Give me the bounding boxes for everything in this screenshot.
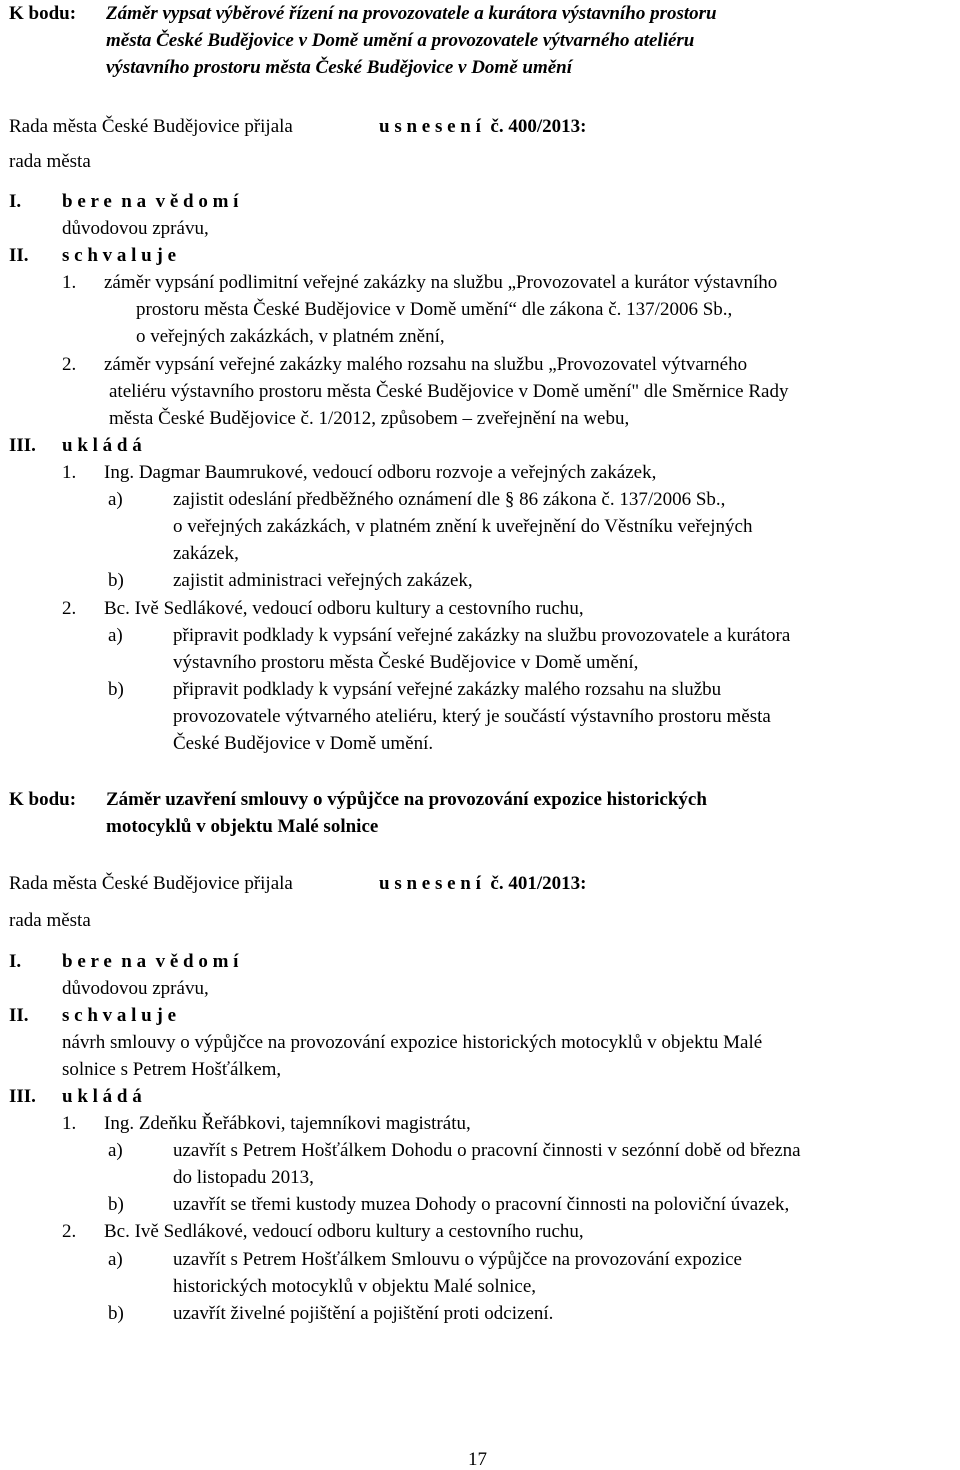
section1-title-line-2: města České Budějovice v Domě umění a provozovatele výtvarného ateliéru [106,30,695,51]
section1-roman-I: I. [9,191,22,212]
section2-rada-mesta: rada města [9,910,91,931]
section2-II-line-1: návrh smlouvy o výpůjčce na provozování expozice historických motocyklů v objektu Malé [62,1032,763,1053]
section2-III-2a-letter: a) [108,1249,123,1270]
section1-III-2b-letter: b) [108,679,124,700]
section1-roman-II: II. [9,245,29,266]
section1-rada-prefix: Rada města České Budějovice přijala [9,116,293,137]
section2-uklada: u k l á d á [62,1086,142,1107]
section1-III-1a-line-3: zakázek, [173,543,239,564]
section2-III-1a-letter: a) [108,1140,123,1161]
section1-schvaluje: s c h v a l u j e [62,245,176,266]
section1-title-line-1: Záměr vypsat výběrové řízení na provozovatele a kurátora výstavního prostoru [106,3,717,24]
section1-rada-mesta: rada města [9,151,91,172]
section1-III-1a-line-2: o veřejných zakázkách, v platném znění k uveřejnění do Věstníku veřejných [173,516,753,537]
section2-III-2a-line-1: uzavřít s Petrem Hošťálkem Smlouvu o výpůjčce na provozování expozice [173,1249,742,1270]
section1-III-1a-line-1: zajistit odeslání předběžného oznámení dle § 86 zákona č. 137/2006 Sb., [173,489,726,510]
section2-III-item-2-head: Bc. Ivě Sedlákové, vedoucí odboru kultury a cestovního ruchu, [104,1221,584,1242]
section1-III-item-2-head: Bc. Ivě Sedlákové, vedoucí odboru kultury a cestovního ruchu, [104,598,584,619]
section1-III-2a-letter: a) [108,625,123,646]
section2-III-1b-line-1: uzavřít se třemi kustody muzea Dohody o pracovní činnosti na poloviční úvazek, [173,1194,790,1215]
section2-roman-I: I. [9,951,22,972]
section2-III-1a-line-2: do listopadu 2013, [173,1167,314,1188]
section1-bere-na-vedomi: b e r e n a v ě d o m í [62,191,239,212]
section2-II-line-2: solnice s Petrem Hošťálkem, [62,1059,282,1080]
section1-II-item-2-line-2: ateliéru výstavního prostoru města České Budějovice v Domě umění" dle Směrnice Rady [109,381,789,402]
section1-usneseni: u s n e s e n í č. 400/2013: [379,116,587,137]
section1-II-item-2-line-1: záměr vypsání veřejné zakázky malého rozsahu na službu „Provozovatel výtvarného [104,354,748,375]
section2-III-1a-line-1: uzavřít s Petrem Hošťálkem Dohodu o pracovní činnosti v sezónní době od března [173,1140,801,1161]
section2-schvaluje: s c h v a l u j e [62,1005,176,1026]
section2-roman-II: II. [9,1005,29,1026]
section2-usneseni: u s n e s e n í č. 401/2013: [379,873,587,894]
section1-II-item-2-num: 2. [62,354,77,375]
section1-k-bodu: K bodu: [9,3,77,24]
section2-I-text: důvodovou zprávu, [62,978,209,999]
section1-III-1b-line-1: zajistit administraci veřejných zakázek, [173,570,473,591]
section1-I-text: důvodovou zprávu, [62,218,209,239]
section1-II-item-1-line-2: prostoru města České Budějovice v Domě umění“ dle zákona č. 137/2006 Sb., [136,299,733,320]
section1-II-item-1-line-3: o veřejných zakázkách, v platném znění, [136,326,445,347]
section2-III-2a-line-2: historických motocyklů v objektu Malé solnice, [173,1276,537,1297]
section1-III-1a-letter: a) [108,489,123,510]
section1-II-item-2-line-3: města České Budějovice č. 1/2012, způsobem – zveřejnění na webu, [109,408,630,429]
section1-roman-III: III. [9,435,36,456]
section2-roman-III: III. [9,1086,36,1107]
section1-III-1b-letter: b) [108,570,124,591]
section1-III-item-2-num: 2. [62,598,77,619]
section2-k-bodu: K bodu: [9,789,77,810]
section1-III-2b-line-3: České Budějovice v Domě umění. [173,733,434,754]
section2-III-2b-line-1: uzavřít živelné pojištění a pojištění proti odcizení. [173,1303,554,1324]
section2-bere-na-vedomi: b e r e n a v ě d o m í [62,951,239,972]
section1-III-2a-line-2: výstavního prostoru města České Budějovice v Domě umění, [173,652,639,673]
section1-III-2b-line-1: připravit podklady k vypsání veřejné zakázky malého rozsahu na službu [173,679,722,700]
section1-III-item-1-num: 1. [62,462,77,483]
page-number: 17 [468,1449,487,1470]
section1-III-2a-line-1: připravit podklady k vypsání veřejné zakázky na službu provozovatele a kurátora [173,625,791,646]
section2-III-item-1-head: Ing. Zdeňku Řeřábkovi, tajemníkovi magistrátu, [104,1113,471,1134]
section2-III-1b-letter: b) [108,1194,124,1215]
section2-rada-prefix: Rada města České Budějovice přijala [9,873,293,894]
section1-II-item-1-num: 1. [62,272,77,293]
section1-III-item-1-head: Ing. Dagmar Baumrukové, vedoucí odboru rozvoje a veřejných zakázek, [104,462,657,483]
section2-title-line-2: motocyklů v objektu Malé solnice [106,816,379,837]
section2-III-item-2-num: 2. [62,1221,77,1242]
section1-II-item-1-line-1: záměr vypsání podlimitní veřejné zakázky na službu „Provozovatel a kurátor výstavního [104,272,778,293]
section1-III-2b-line-2: provozovatele výtvarného ateliéru, který je součástí výstavního prostoru města [173,706,771,727]
section2-III-2b-letter: b) [108,1303,124,1324]
section1-uklada: u k l á d á [62,435,142,456]
section2-III-item-1-num: 1. [62,1113,77,1134]
section1-title-line-3: výstavního prostoru města České Budějovice v Domě umění [106,57,573,78]
section2-title-line-1: Záměr uzavření smlouvy o výpůjčce na provozování expozice historických [106,789,707,810]
